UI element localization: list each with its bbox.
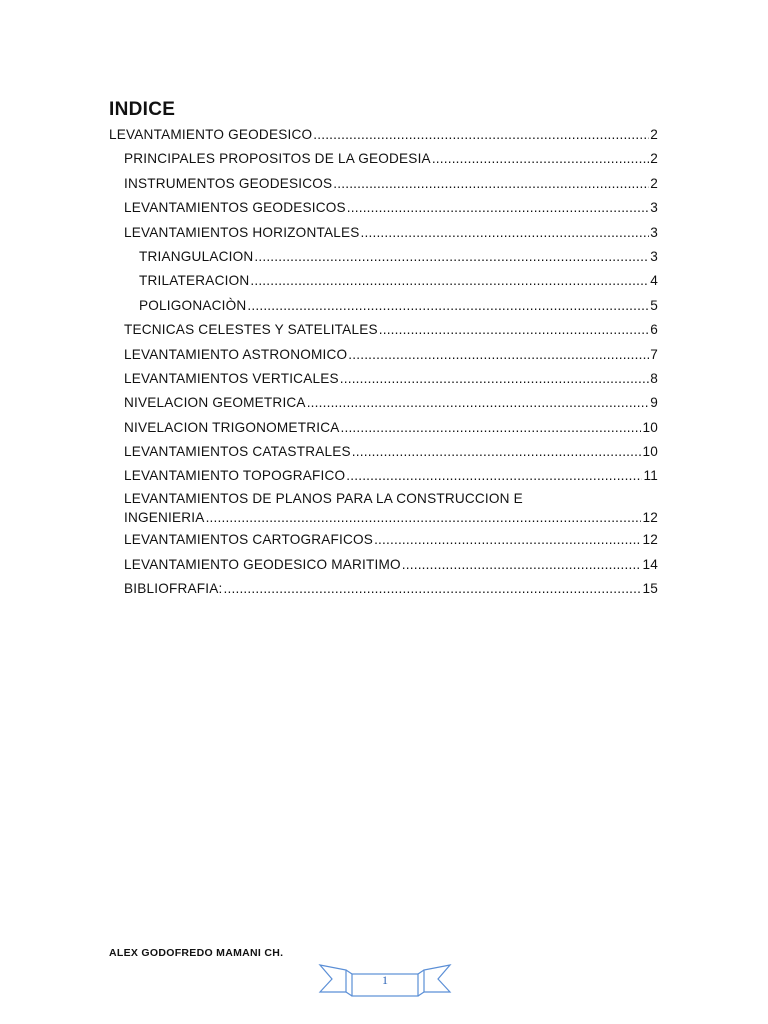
toc-page-number: 2 — [650, 127, 658, 142]
toc-entry[interactable] — [109, 416, 658, 440]
toc-entry[interactable] — [109, 391, 658, 415]
toc-entry[interactable] — [109, 577, 658, 601]
toc-dot-leader — [379, 318, 649, 342]
toc-entry-title: LEVANTAMIENTOS VERTICALES — [124, 370, 339, 386]
toc-page-number: 7 — [650, 346, 658, 362]
toc-page-number: 9 — [650, 395, 658, 411]
toc-dot-leader — [206, 508, 642, 528]
toc-entry[interactable] — [109, 318, 658, 342]
table-of-contents — [109, 123, 658, 602]
toc-entry-title: TRILATERACION — [139, 273, 250, 289]
toc-page-number: 6 — [650, 322, 658, 338]
toc-entry[interactable] — [109, 294, 658, 318]
toc-dot-leader — [313, 123, 649, 147]
toc-entry-title: PRINCIPALES PROPOSITOS DE LA GEODESIA — [124, 151, 431, 167]
toc-page-number: 12 — [642, 532, 658, 548]
toc-page-number: 14 — [642, 556, 658, 572]
toc-dot-leader — [333, 172, 649, 196]
toc-entry[interactable] — [109, 123, 658, 147]
toc-dot-leader — [402, 553, 642, 577]
toc-entry-title: BIBLIOFRAFIA: — [124, 581, 223, 597]
toc-entry[interactable] — [109, 440, 658, 464]
toc-entry-title: TRIANGULACION — [139, 248, 254, 264]
toc-entry[interactable] — [109, 196, 658, 220]
page-title: INDICE — [109, 99, 176, 120]
toc-dot-leader — [224, 577, 642, 601]
toc-page-number: 15 — [642, 581, 658, 597]
toc-page-number: 12 — [642, 510, 658, 526]
footer-author: ALEX GODOFREDO MAMANI CH. — [109, 947, 284, 959]
toc-dot-leader — [374, 528, 641, 552]
toc-dot-leader — [361, 221, 650, 245]
toc-entry-title: LEVANTAMIENTOS HORIZONTALES — [124, 224, 360, 240]
toc-page-number: 10 — [642, 444, 658, 460]
toc-entry-title: NIVELACION TRIGONOMETRICA — [124, 419, 340, 435]
toc-entry[interactable] — [109, 245, 658, 269]
toc-entry-title: LEVANTAMIENTOS CARTOGRAFICOS — [124, 532, 374, 548]
toc-entry-title: INSTRUMENTOS GEODESICOS — [124, 175, 333, 191]
toc-dot-leader — [340, 367, 649, 391]
toc-entry[interactable] — [109, 489, 658, 529]
toc-entry-title: LEVANTAMIENTO ASTRONOMICO — [124, 346, 348, 362]
toc-dot-leader — [347, 196, 649, 220]
toc-page-number: 3 — [650, 200, 658, 216]
toc-dot-leader — [250, 269, 649, 293]
toc-page-number: 2 — [650, 151, 658, 167]
toc-page-number: 2 — [650, 175, 658, 191]
toc-entry-title: LEVANTAMIENTOS GEODESICOS — [124, 200, 346, 216]
toc-entry[interactable] — [109, 172, 658, 196]
toc-dot-leader — [432, 147, 649, 171]
toc-dot-leader — [254, 245, 649, 269]
toc-entry[interactable] — [109, 528, 658, 552]
toc-dot-leader — [247, 294, 649, 318]
toc-page-number: 4 — [650, 273, 658, 289]
toc-entry[interactable] — [109, 221, 658, 245]
toc-entry[interactable] — [109, 367, 658, 391]
toc-page-number: 8 — [650, 370, 658, 386]
toc-dot-leader — [346, 464, 642, 488]
toc-dot-leader — [352, 440, 642, 464]
toc-page-number: 5 — [650, 297, 658, 313]
toc-entry-title: LEVANTAMIENTOS CATASTRALES — [124, 444, 351, 460]
toc-entry[interactable] — [109, 147, 658, 171]
toc-entry-title-continuation: INGENIERIA — [124, 510, 205, 526]
toc-page-number: 10 — [642, 419, 658, 435]
toc-entry-title: LEVANTAMIENTO GEODESICO — [109, 127, 313, 142]
toc-entry[interactable] — [109, 343, 658, 367]
toc-entry[interactable] — [109, 269, 658, 293]
toc-entry-title: LEVANTAMIENTOS DE PLANOS PARA LA CONSTRUCCION E — [124, 490, 523, 506]
toc-dot-leader — [348, 343, 649, 367]
toc-entry[interactable] — [109, 464, 658, 488]
toc-entry-title: LEVANTAMIENTO GEODESICO MARITIMO — [124, 556, 401, 572]
toc-entry-title: TECNICAS CELESTES Y SATELITALES — [124, 322, 378, 338]
toc-entry-title: LEVANTAMIENTO TOPOGRAFICO — [124, 468, 346, 484]
page-number: 1 — [382, 973, 388, 987]
toc-entry-title: NIVELACION GEOMETRICA — [124, 395, 306, 411]
toc-page-number: 11 — [643, 468, 658, 484]
toc-entry-title: POLIGONACIÒN — [139, 297, 247, 313]
toc-entry[interactable] — [109, 553, 658, 577]
toc-page-number: 3 — [650, 248, 658, 264]
toc-dot-leader — [307, 391, 650, 415]
toc-dot-leader — [340, 416, 641, 440]
toc-page-number: 3 — [650, 224, 658, 240]
